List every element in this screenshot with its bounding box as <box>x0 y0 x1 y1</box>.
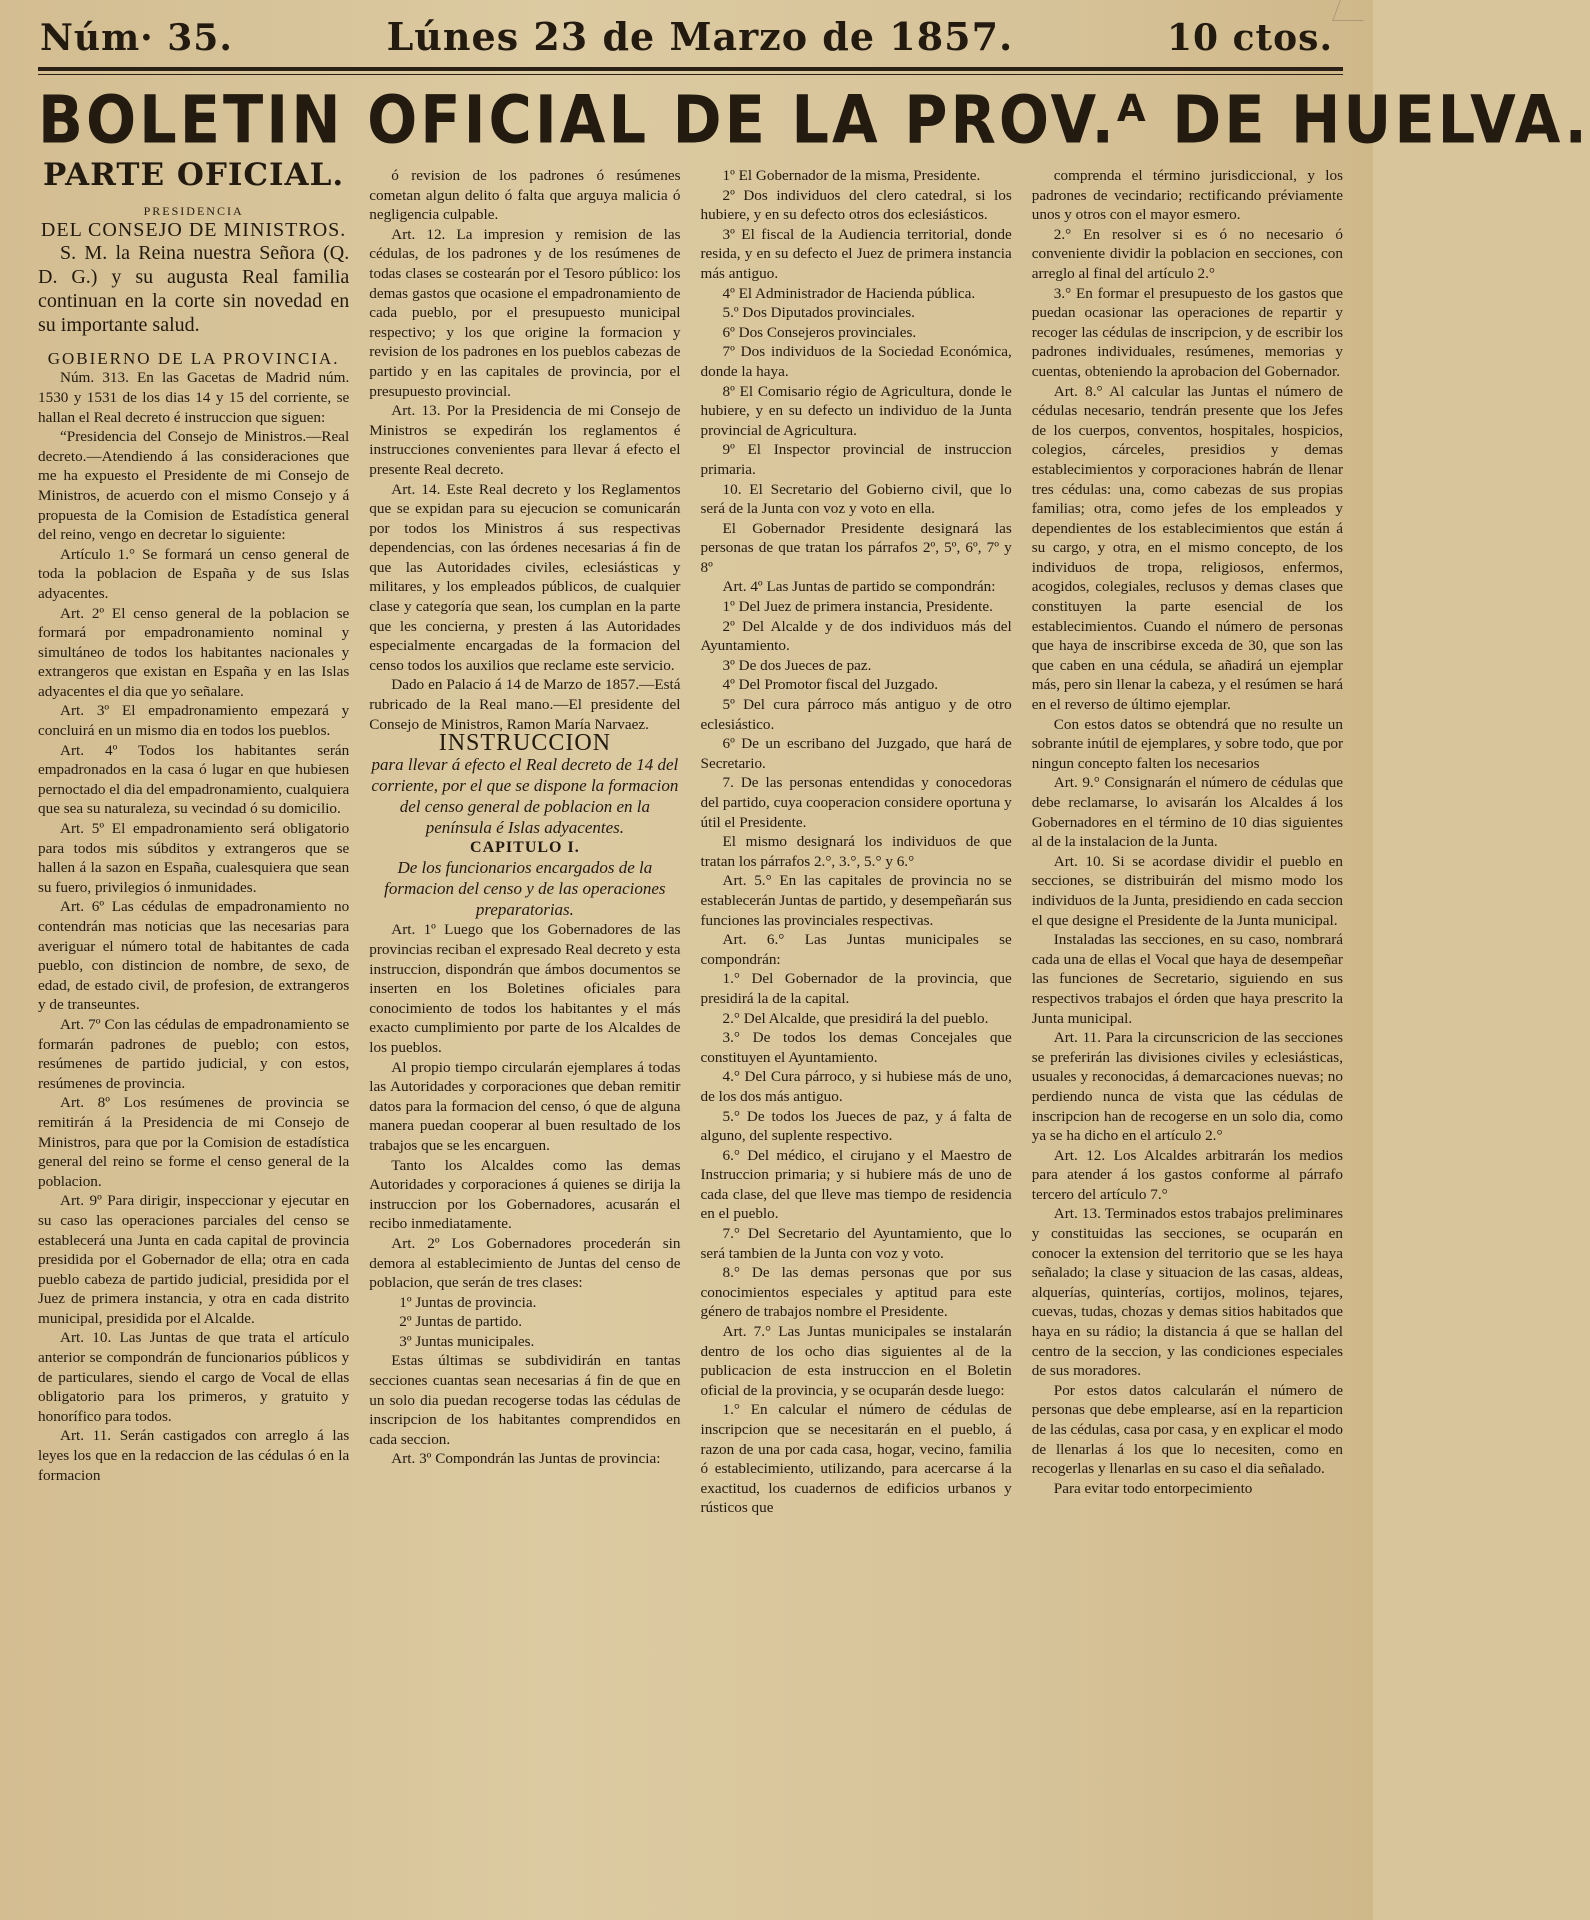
paragraph: Con estos datos se obtendrá que no resulte un sobrante inútil de ejemplares, y sobre todo, que por ningun concepto falten los necesarios <box>1031 715 1344 772</box>
section-heading: PARTE OFICIAL. <box>43 157 345 193</box>
paragraph: 2.° Del Alcalde, que presidirá la del pueblo. <box>722 1009 989 1027</box>
column-1 <box>38 157 350 1906</box>
paragraph: Art. 4º Todos los habitantes serán empadronados en la casa ó lugar en que hubiesen pernoctado el dia del empadronamiento, cualquiera que sea su naturaleza, su vecindad ó su domicilio. <box>38 741 350 818</box>
paragraph: 7º Dos individuos de la Sociedad Económica, donde la haya. <box>700 343 1012 380</box>
paragraph: Art. 1º Luego que los Gobernadores de las provincias reciban el expresado Real decreto y esta instruccion, dispondrán que ámbos documentos se inserten en los Boletines oficiales para conocimiento de todos los habitantes y el más exacto cumplimiento por parte de los Alcaldes de los pueblos. <box>369 921 681 1056</box>
paragraph: “Presidencia del Consejo de Ministros.—Real decreto.—Atendiendo á las consideraciones que me ha expuesto el Presidente de mi Consejo de Ministros, de acuerdo con el mismo Consejo y á propuesta de la Comision de Estadística general del reino, vengo en decretar lo siguiente: <box>38 428 350 544</box>
column-4-body <box>1032 166 1343 1498</box>
paragraph: Art. 12. La impresion y remision de las cédulas, de los padrones y de los resúmenes de todas clases se costearán por el Tesoro público: los demas gastos que ocasione el empadronamiento de cada pueblo, por el presupuesto municipal respectivo; y los que origine la formacion y revision de los padrones en los pueblos cabezas de partido y en las capitales de provincia, por el presupuesto provincial. <box>369 225 681 400</box>
column-1-body <box>38 368 349 1485</box>
paragraph: 6.° Del médico, el cirujano y el Maestro de Instruccion primaria; y si hubiere más de uno de cada clase, del que lleve mas tiempo de residencia en el pueblo. <box>700 1146 1012 1223</box>
paragraph: 1.° Del Gobernador de la provincia, que presidirá la de la capital. <box>700 970 1012 1007</box>
paragraph: 6º Dos Consejeros provinciales. <box>722 323 917 341</box>
paragraph: 8º El Comisario régio de Agricultura, donde le hubiere, y en su defecto un individuo de la Junta provincial de Agricultura. <box>700 382 1012 439</box>
paragraph: Art. 6.° Las Juntas municipales se compondrán: <box>700 931 1012 968</box>
paragraph: Art. 9º Para dirigir, inspeccionar y ejecutar en su caso las operaciones parciales del censo se establecerá una Junta en cada capital de provincia presidida por el Gobernador de ella; otra en cada pueblo cabeza de partido judicial, presidida por el Juez de primera instancia, y otra en cada distrito municipal, presidida por el Alcalde. <box>38 1192 350 1327</box>
paragraph: 1º El Gobernador de la misma, Presidente. <box>722 167 981 184</box>
paragraph: Art. 9.° Consignarán el número de cédulas que debe reclamarse, lo avisarán los Alcaldes á los Gobernadores en el término de 10 dias siguientes al de la instalacion de la Junta. <box>1031 774 1343 851</box>
column-4 <box>1032 166 1343 1906</box>
paragraph: 2º Juntas de partido. <box>399 1313 523 1331</box>
paragraph: 4º Del Promotor fiscal del Juzgado. <box>722 676 939 694</box>
column-3-body <box>701 166 1012 1518</box>
ministry-heading: DEL CONSEJO DE MINISTROS. <box>40 219 347 242</box>
column-2 <box>369 166 680 1906</box>
paragraph: Al propio tiempo circularán ejemplares á todas las Autoridades y corporaciones que deban remitir datos para la formacion del censo, ó que de alguna manera puedan cooperar al buen resultado de los trabajos que se les encarguen. <box>369 1058 681 1154</box>
masthead-rule <box>38 67 1343 71</box>
paragraph: Art. 3º Compondrán las Juntas de provincia: <box>391 1450 661 1468</box>
instruccion-heading: INSTRUCCION <box>438 730 612 757</box>
paragraph: Art. 13. Terminados estos trabajos preliminares y constituidas las secciones, se ocuparán en conocer la extension del territorio que se les haya señalado; la clase y situacion de las casas, aldeas, alquerías, quinterías, cortijos, molinos, tejares, cuevas, tudas, chozas y demas sitios habitados que haya en su rádio; la distancia á que se hallan del centro de la seccion, y las condiciones especiales de sus moradores. <box>1031 1205 1343 1380</box>
paragraph: 5.º Dos Diputados provinciales. <box>722 304 915 322</box>
paragraph: Art. 3º El empadronamiento empezará y concluirá en un mismo dia en todos los pueblos. <box>38 702 350 740</box>
paragraph: 1º Juntas de provincia. <box>399 1293 537 1311</box>
column-3 <box>701 166 1012 1906</box>
paragraph: 4.° Del Cura párroco, y si hubiese más de uno, de los dos más antiguo. <box>700 1068 1012 1105</box>
paragraph: ó revision de los padrones ó resúmenes cometan algun delito ó falta que arguya malicia ó negligencia culpable. <box>369 167 681 224</box>
paragraph: 7. De las personas entendidas y conocedoras del partido, cuya cooperacion considere oportuna y útil el Presidente. <box>700 774 1012 831</box>
paragraph: Núm. 313. En las Gacetas de Madrid núm. 1530 y 1531 de los dias 14 y 15 del corriente, se hallan el Real decreto é instruccion que siguen: <box>38 369 350 426</box>
paragraph: Artículo 1.° Se formará un censo general de toda la poblacion de España y de sus Islas adyacentes. <box>38 545 350 602</box>
juntas-list <box>369 1293 680 1352</box>
paragraph: 7.° Del Secretario del Ayuntamiento, que lo será tambien de la Junta con voz y voto. <box>700 1225 1012 1262</box>
instruccion-body-continued <box>369 1351 680 1469</box>
paragraph: El mismo designará los individuos de que tratan los párrafos 2.°, 3.°, 5.° y 6.° <box>700 833 1012 870</box>
issue-date: Lúnes 23 de Marzo de 1857. <box>386 14 1014 59</box>
paragraph: Art. 5.° En las capitales de provincia no se establecerán Juntas de partido, y desempeñarán sus funciones las provinciales respectivas. <box>700 872 1012 929</box>
paragraph: 5º Del cura párroco más antiguo y de otro eclesiástico. <box>700 696 1012 733</box>
instruccion-subtitle: para llevar á efecto el Real decreto de 14 del corriente, por el que se dispone la formacion del censo general de poblacion en la península é Islas adyacentes. <box>371 754 679 837</box>
paragraph: 3º De dos Jueces de paz. <box>722 656 872 674</box>
newspaper-title: BOLETIN OFICIAL DE LA PROV.ᴬ DE HUELVA. <box>38 80 1590 159</box>
paragraph: 8.° De las demas personas que por sus conocimientos especiales y aptitud para este género de trabajos nombre el Presidente. <box>700 1264 1012 1321</box>
decree-end-body <box>369 166 680 734</box>
paragraph: 4º El Administrador de Hacienda pública. <box>722 284 976 302</box>
paragraph: Art. 7.° Las Juntas municipales se instalarán dentro de los ocho dias siguientes al de la publicacion de esta instruccion en el Boletin oficial de la provincia, y se ocuparán desde luego: <box>700 1323 1012 1399</box>
masthead <box>38 14 1343 65</box>
chapter-heading: CAPITULO I. <box>470 838 580 856</box>
issue-price: 10 ctos. <box>1166 17 1333 59</box>
paragraph: Tanto los Alcaldes como las demas Autoridades y corporaciones á quienes se dirija la instruccion por los Gobernadores, acusarán el recibo inmediatamente. <box>369 1156 681 1233</box>
paragraph: 5.° De todos los Jueces de paz, y á falta de alguno, del suplente respectivo. <box>700 1107 1012 1145</box>
paragraph: Art. 8.° Al calcular las Juntas el número de cédulas necesario, tendrán presente que los Jefes de los cuerpos, conventos, hospitales, hospicios, colegios, cárceles, presidios y demas establecimientos y corporaciones habrán de llenar tres cédulas: una, como cabezas de sus propias familias; otra, como jefes de los empleados y dependientes de los establecimientos que están á su cargo, y otra, en el mismo concepto, de los individuos de tropa, religiosos, enfermos, acogidos, colegiales, reclusos y demas clases que constituyen la parte esencial de los establecimientos. Cuando el número de personas que haya de inscribirse exceda de 30, que son las que caben en una cédula, se añadirá un ejemplar más, pero sin llenar la cabeza, y el resúmen se hará en el reverso de último ejemplar. <box>1031 382 1343 714</box>
issue-number: Núm· 35. <box>40 17 233 59</box>
ministry-small-caption: PRESIDENCIA <box>143 203 244 218</box>
paragraph: Art. 14. Este Real decreto y los Reglamentos que se expidan para su ejecucion se comunicarán por todos los Ministros á sus respectivas dependencias, con las órdenes necesarias á fin de que las Autoridades civiles, eclesiásticas y militares, y los empleados públicos, de cualquier clase y categoría que sean, los cumplan en la parte que les concierna, y presten á las Autoridades especialmente encargadas de la formacion del censo todos los auxilios que reclame este servicio. <box>369 480 681 674</box>
paragraph: Art. 11. Serán castigados con arreglo á las leyes los que en la redaccion de las cédulas ó en la formacion <box>38 1427 350 1484</box>
corner-mark <box>1332 0 1371 21</box>
paragraph: Art. 2º Los Gobernadores procederán sin demora al establecimiento de Juntas del censo de poblacion, que serán de tres clases: <box>369 1234 681 1292</box>
paragraph: Art. 6º Las cédulas de empadronamiento no contendrán mas noticias que las necesarias para averiguar el número total de habitantes de cada pueblo, con distincion de nombre, de sexo, de edad, de estado civil, de profesion, de extrangeros y de transeuntes. <box>38 898 350 1014</box>
paragraph: comprenda el término jurisdiccional, y los padrones de vecindario; rectificando préviamente unos y otros con el mayor esmero. <box>1031 167 1343 224</box>
paragraph: 3º Juntas municipales. <box>399 1332 535 1350</box>
paragraph: 6º De un escribano del Juzgado, que hará de Secretario. <box>700 735 1012 772</box>
paragraph: Art. 2º El censo general de la poblacion se formará por empadronamiento nominal y simultáneo de todos los habitantes nacionales y extrangeros que existan en España y en las Islas adyacentes el dia que yo señalare. <box>38 604 350 700</box>
lead-paragraph: S. M. la Reina nuestra Señora (Q. D. G.) y su augusta Real familia continuan en la corte sin novedad en su importante salud. <box>38 241 350 336</box>
paragraph: Art. 4º Las Juntas de partido se compondrán: <box>722 578 996 596</box>
paragraph: Por estos datos calcularán el número de personas que debe emplearse, así en la reparticion de las cédulas, casa por casa, y en explicar el modo de llenarlas á los que lo necesiten, como en recogerlas y llenarlas en su caso el dia señalado. <box>1031 1381 1343 1478</box>
paragraph: Art. 11. Para la circunscricion de las secciones se preferirán las divisiones civiles y eclesiásticas, usuales y reconocidas, á demarcaciones nuevas; no perdiendo nunca de vista que las cédulas de inscripcion han de recogerse en un solo dia, como ya se ha dicho en el artículo 2.° <box>1031 1029 1343 1145</box>
paragraph: 2º Del Alcalde y de dos individuos más del Ayuntamiento. <box>700 617 1012 655</box>
text-columns <box>38 157 1344 1906</box>
paragraph: 10. El Secretario del Gobierno civil, que lo será de la Junta con voz y voto en ella. <box>700 480 1012 518</box>
gobierno-heading: GOBIERNO DE LA PROVINCIA. <box>47 348 340 368</box>
paragraph: Art. 13. Por la Presidencia de mi Consejo de Ministros se expedirán los reglamentos é instrucciones convenientes para llevar á efecto el presente Real decreto. <box>369 402 681 478</box>
paragraph: 2º Dos individuos del clero catedral, si los hubiere, y en su defecto otros dos eclesiásticos. <box>700 186 1012 224</box>
paragraph: 1º Del Juez de primera instancia, Presidente. <box>722 598 993 616</box>
paragraph: 3.° En formar el presupuesto de los gastos que puedan ocasionar las operaciones de repartir y recoger las cédulas de inscripcion, y de escribir los padrones individuales, resúmenes, memorias y cuentas, obteniendo la aprobacion del Gobernador. <box>1031 284 1343 380</box>
masthead-rule-thin <box>38 74 1343 75</box>
paragraph: Para evitar todo entorpecimiento <box>1053 1479 1253 1497</box>
paragraph: 3º El fiscal de la Audiencia territorial, donde resida, y en su defecto el Juez de primera instancia más antiguo. <box>700 225 1012 282</box>
paragraph: Estas últimas se subdividirán en tantas secciones cuantas sean necesarias á fin de que en un solo dia puedan recogerse todas las cédulas de inscripcion de los habitantes comprendidos en cada seccion. <box>369 1352 681 1448</box>
instruccion-body <box>369 920 680 1292</box>
paragraph: Art. 10. Las Juntas de que trata el artículo anterior se compondrán de funcionarios públicos y de particulares, siendo el cargo de Vocal de ellas obligatorio para los primeros, y gratuito y honorífico para todos. <box>38 1329 350 1425</box>
paragraph: Art. 10. Si se acordase dividir el pueblo en secciones, se distribuirán del mismo modo los individuos de la Junta, presidiendo en cada seccion el que designe el Presidente de la Junta municipal. <box>1031 852 1343 929</box>
paragraph: 9º El Inspector provincial de instruccion primaria. <box>700 441 1012 478</box>
paragraph: El Gobernador Presidente designará las personas de que tratan los párrafos 2º, 5º, 6º, 7º y 8º <box>700 519 1012 576</box>
paragraph: Art. 7º Con las cédulas de empadronamiento se formarán padrones de pueblo; con estos, resúmenes de partido judicial, y con estos, resúmenes de provincia. <box>38 1015 350 1092</box>
chapter-subtitle: De los funcionarios encargados de la formacion del censo y de las operaciones preparatorias. <box>384 858 666 920</box>
paragraph: 2.° En resolver si es ó no necesario ó conveniente dividir la poblacion en secciones, con arreglo al final del artículo 2.° <box>1031 225 1343 282</box>
paragraph: Art. 8º Los resúmenes de provincia se remitirán á la Presidencia de mi Consejo de Ministros, para que por la Comision de estadística general del reino se forme el censo general de la poblacion. <box>38 1094 350 1190</box>
paragraph: Dado en Palacio á 14 de Marzo de 1857.—Está rubricado de la Real mano.—El presidente del Consejo de Ministros, Ramon María Narvaez. <box>369 676 681 733</box>
paragraph: Art. 12. Los Alcaldes arbitrarán los medios para atender á los gastos conforme al párrafo tercero del artículo 7.° <box>1031 1146 1343 1203</box>
paragraph: Instaladas las secciones, en su caso, nombrará cada una de ellas el Vocal que haya de desempeñar las funciones de Secretario, siguiendo en sus respectivos trabajos el órden que haya prescrito la Junta municipal. <box>1031 931 1343 1027</box>
paragraph: Art. 5º El empadronamiento será obligatorio para todos mis súbditos y extrangeros que se hallen á la sazon en España, cualesquiera que sean su fuero, privilegios ó inmunidades. <box>38 820 350 896</box>
paragraph: 3.° De todos los demas Concejales que constituyen el Ayuntamiento. <box>700 1029 1012 1066</box>
paragraph: 1.° En calcular el número de cédulas de inscripcion que se necesitarán en el pueblo, á razon de una por cada casa, hogar, vecino, familia ó establecimiento, utilizando, para acercarse á la exactitud, los cuadernos de edificios urbanos y rústicos que <box>700 1401 1012 1517</box>
